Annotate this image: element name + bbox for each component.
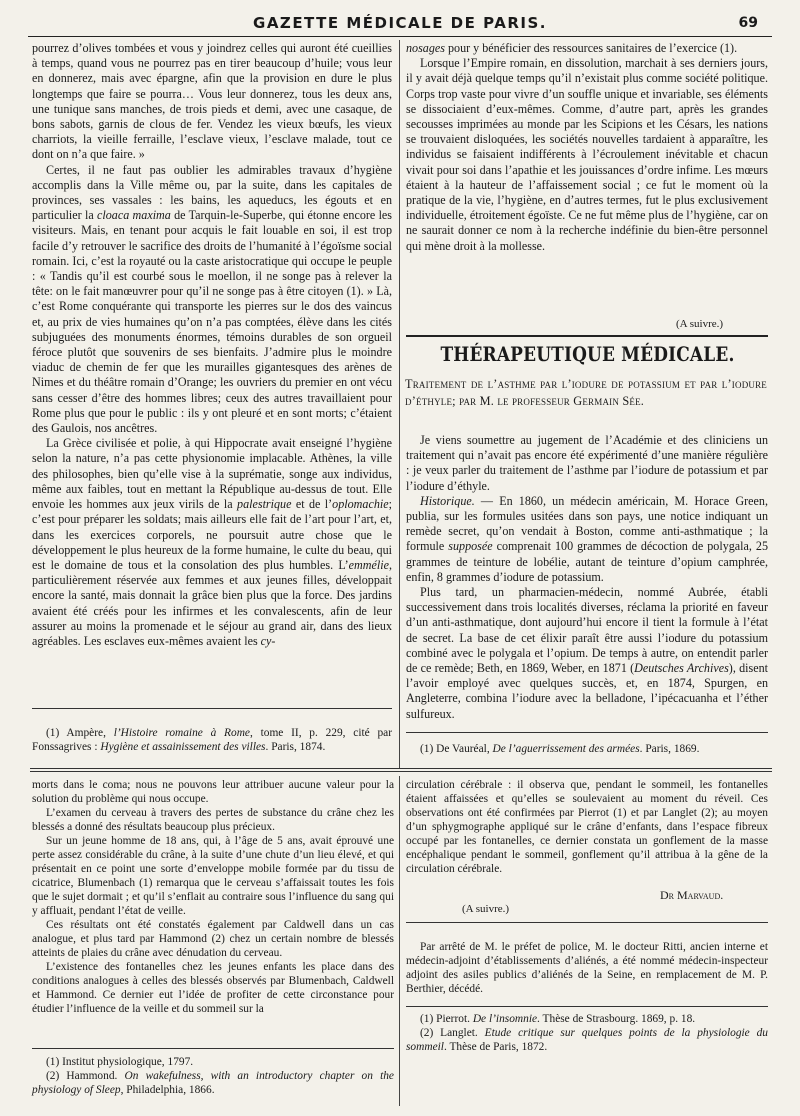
footnote: (2) Hammond. On wakefulness, with an introductory chapter on the physiology of Sleep, Philadelphia, 1866.: [32, 1070, 394, 1096]
right-column-top: [406, 41, 768, 315]
paragraph: circulation cérébrale : il observa que, pendant le sommeil, les fontanelles étaient affaissées et qu’elles se soulevaient au moment du réveil. Ces observations ont été confirmées par Pierrot (1) et par Langlet (2); au moyen d’un sphygmographe appliqué sur le crâne d’enfants, dans l’espace fibreux occupé par les fontanelles, ce dernier constata un gonflement de la masse encéphalique pendant le sommeil, gonflement qu’il attribua à la gêne de la circulation cérébrale.: [406, 779, 768, 875]
footnote: (1) Pierrot. De l’insomnie. Thèse de Strasbourg. 1869, p. 18.: [420, 1013, 696, 1025]
section-rule: [406, 335, 768, 337]
footnote: (1) Institut physiologique, 1797.: [46, 1056, 194, 1068]
footnote-rule: [406, 1006, 768, 1007]
footnote-rule: [406, 732, 768, 733]
page-number: 69: [738, 15, 758, 31]
paragraph: Historique. — En 1860, un médecin américain, M. Horace Green, publia, sur les formules usitées dans son pays, une notice indiquant un remède secret, qu’on vendait à Boston, comme anti-asthmatique ; la formule supposée comprenait 100 grammes de décoction de polygala, 25 grammes de teinture de lobélie, autant de teinture d’opium camphrée, enfin, 8 grammes d’iodure de potassium.: [406, 493, 768, 584]
right-column-bottom: [406, 778, 768, 876]
paragraph: L’existence des fontanelles chez les jeunes enfants les place dans des conditions analogues à celles des blessés observés par Blumenbach, Caldwell et Hammond. Ce dernier eut l’idée de profiter de cette circonstance pour étudier l’influence de la veille et du sommeil sur la: [32, 961, 394, 1015]
section-rule: [406, 922, 768, 923]
paragraph: La Grèce civilisée et polie, à qui Hippocrate avait enseigné l’hygiène selon la nature, n’a pas cette physionomie implacable. Athènes, la ville des philosophes, bien qu’elle vise à la suprématie, songe aux individus, même aux faibles, tout en mettant la République au-dessus de tout. Elle envoie les hommes aux jeux virils de la palestrique et de l’oplomachie; c’est pour préparer les soldats; mais ailleurs elle fait de l’art pour l’art, et, dans les exercices corporels, ne poursuit autre chose que le développement le plus heureux de la forme humaine, le culte du beau, qui est le domaine de tous et la consolation des plus humbles. L’emmélie, particulièrement réservée aux femmes et aux jeunes filles, développait encore la santé, mais donnait la grâce bien plus que la force. Des jardins avaient été créés pour les infirmes et les convalescents, afin de leur assurer au moins la promenade et le séjour au grand air, dans des lieux agréables. Les esclaves eux-mêmes avaient les cy-: [32, 436, 392, 648]
notice: [406, 940, 768, 996]
running-title: GAZETTE MÉDICALE DE PARIS.: [253, 14, 547, 32]
column-separator: [399, 40, 400, 768]
page-header: [28, 14, 772, 36]
paragraph: Par arrêté de M. le préfet de police, M. le docteur Ritti, ancien interne et médecin-adjoint d’établissements d’aliénés, a été nommé médecin-inspecteur adjoint des asiles publics d’aliénés de la Seine, en remplacement de M. P. Berthier, décédé.: [406, 941, 768, 995]
band-separator: [30, 771, 772, 772]
paragraph: Je viens soumettre au jugement de l’Académie et des cliniciens un traitement qui n’avait pas encore été expérimenté d’une manière régulière : je veux parler du traitement de l’asthme par l’iodure de potassium et par l’iodure d’éthyle.: [406, 433, 768, 493]
to-be-continued: (A suivre.): [676, 318, 724, 330]
paragraph: Plus tard, un pharmacien-médecin, nommé Aubrée, établi successivement dans trois localités diverses, réclama la priorité en faveur d’un anti-asthmatique, dont aujourd’hui encore il tient la formule à l’état de secret. La base de cet élixir paraît être aussi l’iodure du potassium combiné avec le polygala et l’opium. De temps à autre, on entendit parler de ce remède; Beth, en 1869, Weber, en 1871 (Deutsches Archives), disent l’avoir employé avec quelques succès, et, en 1874, Spurgen, en Angleterre, combina l’iodure avec la belladone, l’ipécacuanha et l’éther sulfureux.: [406, 585, 768, 721]
column-separator: [399, 776, 400, 1106]
left-column-bottom: [32, 778, 394, 1016]
paragraph: pourrez d’olives tombées et vous y joindrez celles qui auront été cueillies à temps, quand vous ne pourrez pas en tirer beaucoup d’huile; vous leur en donnerez, mais avec épargne, afin que la provision en dure le plus longtemps que faire se pourra… Vous leur donnerez, tous les deux ans, une tunique sans manches, de trois pieds et demi, avec une casaque, de bons sabots, garnis de clous de fer. Vendez les vieux bœufs, les vieux charriots, la vieille ferraille, l’esclave vieux, l’esclave malade, tout ce dont on n’a que faire. »: [32, 41, 392, 162]
header-rule: [28, 36, 772, 37]
section-title: THÉRAPEUTIQUE MÉDICALE.: [440, 343, 735, 366]
right-column-article: [406, 433, 768, 721]
footnotes: [32, 1055, 394, 1097]
footnote-rule: [32, 708, 392, 709]
footnote: (1) De Vauréal, De l’aguerrissement des armées. Paris, 1869.: [420, 743, 700, 755]
paragraph: Lorsque l’Empire romain, en dissolution, marchait à ses derniers jours, il y avait déjà quelque temps qu’il n’existait plus comme société politique. Corps trop vaste pour vivre d’un souffle unique et invariable, ses éléments se dissociaient d’eux-mêmes. Comme, d’autre part, après les grandes secousses imprimées au monde par les Scipions et les Césars, les nations se trouvaient disloquées, les sociétés nouvelles tardaient à apparaître, les individus se faisaient indifférents à l’écroulement inévitable et chacun vivait pour soi dans l’apathie et les jouissances d’ordre infime. Les mœurs étaient à la hauteur de l’affaissement social ; ce fut le moment où la pratique de la vie, l’hygiène, en d’autres termes, fut le plus exclusivement individuelle, étroitement égoïste. Ce ne fut même plus de l’hygiène, car on ne saurait donner ce nom à la recherche indéfinie du bien-être personnel qui mène droit à la mollesse.: [406, 56, 768, 253]
paragraph: Certes, il ne faut pas oublier les admirables travaux d’hygiène accomplis dans la Ville même ou, par la suite, dans les capitales de provinces, ses vassales : les bains, les aqueducs, les égouts et en particulier la cloaca maxima de Tarquin-le-Superbe, qui étonne encore les visiteurs. Mais, en tenant pour acquis le fait louable en soi, il est trop facile d’y retrouver le sacrifice des droits de l’humanité à l’égoïsme social romain. Ici, c’est la royauté ou la caste aristocratique qui occupe le peuple : « Tandis qu’il est courbé sous le moellon, il ne songe pas à relever la tête: on le fait manœuvrer pour qu’il ne songe pas à être citoyen (1). » Là, c’est Rome conquérante qui transporte les pierres sur le dos des vaincus et, au prix de vies humaines qu’on n’a pas comptées, élève dans les cités subjuguées des monuments énormes, témoins durables de son orgueil féroce plutôt que souvenirs de ses bienfaits. J’admire plus le moindre viaduc de chemin de fer que les murailles gigantesques des arènes de Nimes et du théâtre romain d’Orange; les ouvriers du premier en ont vécu sans cesser d’être des hommes libres; ceux des autres travaillaient pour Rome plus que pour le public : ils y ont pleuré et en sont morts; c’étaient des Gaulois, nos ancêtres.: [32, 162, 393, 436]
footnote-rule: [32, 1048, 394, 1049]
band-separator: [30, 768, 772, 769]
paragraph: Ces résultats ont été constatés également par Caldwell dans un cas analogue, et plus tard par Hammond (2) chez un certain nombre de blessés atteints de plaies du crâne avec dénudation du cerveau.: [32, 919, 394, 959]
article-title: Traitement de l’asthme par l’iodure de potassium et par l’iodure d’éthyle; par M. le professeur Germain Sée.: [405, 377, 767, 408]
paragraph: Sur un jeune homme de 18 ans, qui, à l’âge de 5 ans, avait éprouvé une perte assez considérable du crâne, à la suite d’une chute d’un lieu élevé, et qui présentait en ce point une sorte d’enveloppe mobile formée par du tissu de cicatrice, Blumenbach (1) remarqua que le cerveau s’affaissait toutes les fois que le sujet dormait ; et qu’il s’enflait au contraire sous l’influence du sang qui y affluait, pendant l’état de veille.: [32, 835, 394, 917]
footnotes: [406, 1012, 768, 1054]
paragraph: nosages pour y bénéficier des ressources sanitaires de l’exercice (1).: [406, 41, 738, 55]
paragraph: L’examen du cerveau à travers des pertes de substance du crâne chez les blessés a donné des résultats beaucoup plus précieux.: [32, 807, 394, 833]
footnote: (1) Ampère, l’Histoire romaine à Rome, tome II, p. 229, cité par Fonssagrives : Hygiène et assainissement des villes. Paris, 1874.: [32, 727, 392, 753]
paragraph: morts dans le coma; nous ne pouvons leur attribuer aucune valeur pour la solution du problème qui nous occupe.: [32, 779, 394, 805]
footnote: (2) Langlet. Etude critique sur quelques points de la physiologie du sommeil. Thèse de Paris, 1872.: [406, 1027, 768, 1053]
author-signature: Dr Marvaud.: [660, 888, 724, 902]
left-column-top: [32, 41, 392, 699]
to-be-continued: (A suivre.): [462, 903, 510, 915]
